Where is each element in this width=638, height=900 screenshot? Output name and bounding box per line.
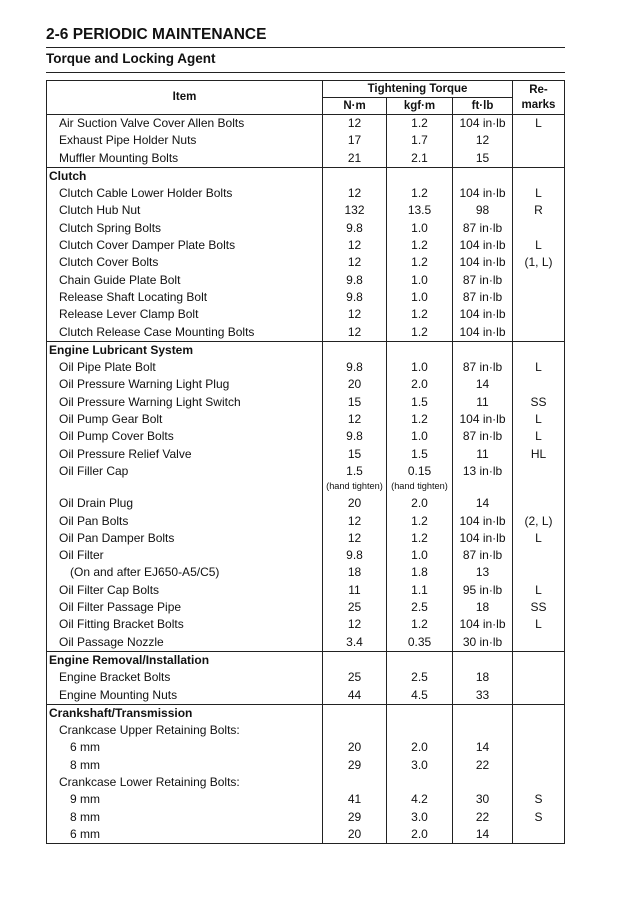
ftlb-cell bbox=[453, 480, 513, 495]
ftlb-cell: 13 in·lb bbox=[453, 463, 513, 480]
nm-cell: 29 bbox=[323, 757, 387, 774]
remarks-cell: L bbox=[513, 411, 565, 428]
table-row bbox=[47, 826, 565, 844]
nm-cell: 9.8 bbox=[323, 428, 387, 445]
empty-cell bbox=[323, 341, 387, 359]
empty-cell bbox=[387, 167, 453, 185]
item-cell: Oil Pan Damper Bolts bbox=[47, 530, 323, 547]
item-cell: Air Suction Valve Cover Allen Bolts bbox=[47, 115, 323, 133]
remarks-cell: L bbox=[513, 359, 565, 376]
remarks-cell: L bbox=[513, 582, 565, 599]
item-cell: Oil Filter bbox=[47, 547, 323, 564]
table-row bbox=[47, 237, 565, 254]
table-row bbox=[47, 202, 565, 219]
table-row bbox=[47, 185, 565, 202]
empty-cell bbox=[513, 341, 565, 359]
nm-cell: 1.5 bbox=[323, 463, 387, 480]
table-row bbox=[47, 411, 565, 428]
table-row bbox=[47, 774, 565, 791]
kgfm-cell: 1.7 bbox=[387, 132, 453, 149]
nm-cell: 20 bbox=[323, 495, 387, 512]
item-cell: 9 mm bbox=[47, 791, 323, 808]
remarks-cell bbox=[513, 220, 565, 237]
kgfm-cell: 1.0 bbox=[387, 428, 453, 445]
table-row bbox=[47, 757, 565, 774]
nm-cell: 41 bbox=[323, 791, 387, 808]
item-cell: Oil Passage Nozzle bbox=[47, 634, 323, 652]
table-row bbox=[47, 809, 565, 826]
nm-cell bbox=[323, 722, 387, 739]
nm-cell: 9.8 bbox=[323, 289, 387, 306]
item-cell: Clutch Cable Lower Holder Bolts bbox=[47, 185, 323, 202]
remarks-cell bbox=[513, 669, 565, 686]
remarks-cell: L bbox=[513, 428, 565, 445]
remarks-cell bbox=[513, 306, 565, 323]
ftlb-cell: 104 in·lb bbox=[453, 616, 513, 633]
kgfm-cell: 1.2 bbox=[387, 616, 453, 633]
remarks-cell: SS bbox=[513, 599, 565, 616]
ftlb-cell: 14 bbox=[453, 826, 513, 844]
header-remarks-line1: Re- bbox=[529, 83, 548, 96]
kgfm-cell: 2.1 bbox=[387, 150, 453, 168]
table-row bbox=[47, 324, 565, 342]
ftlb-cell: 11 bbox=[453, 394, 513, 411]
item-cell: Engine Bracket Bolts bbox=[47, 669, 323, 686]
kgfm-cell: 1.2 bbox=[387, 530, 453, 547]
item-cell: Crankcase Upper Retaining Bolts: bbox=[47, 722, 323, 739]
table-row bbox=[47, 150, 565, 168]
ftlb-cell: 104 in·lb bbox=[453, 324, 513, 342]
kgfm-cell: 0.35 bbox=[387, 634, 453, 652]
remarks-cell bbox=[513, 722, 565, 739]
nm-cell: 15 bbox=[323, 446, 387, 463]
nm-cell: 20 bbox=[323, 826, 387, 844]
nm-cell: 12 bbox=[323, 616, 387, 633]
remarks-cell bbox=[513, 495, 565, 512]
section-heading: Crankshaft/Transmission bbox=[47, 704, 323, 722]
remarks-cell: L bbox=[513, 616, 565, 633]
nm-cell: 12 bbox=[323, 530, 387, 547]
ftlb-cell: 22 bbox=[453, 757, 513, 774]
kgfm-cell: 1.8 bbox=[387, 564, 453, 581]
section-title: 2-6 PERIODIC MAINTENANCE bbox=[46, 26, 267, 43]
ftlb-cell: 15 bbox=[453, 150, 513, 168]
item-cell: Oil Filler Cap bbox=[47, 463, 323, 480]
kgfm-cell bbox=[387, 774, 453, 791]
empty-cell bbox=[387, 341, 453, 359]
remarks-cell: L bbox=[513, 115, 565, 133]
remarks-cell bbox=[513, 289, 565, 306]
table-row bbox=[47, 616, 565, 633]
kgfm-cell: 1.5 bbox=[387, 446, 453, 463]
empty-cell bbox=[513, 167, 565, 185]
nm-cell: 3.4 bbox=[323, 634, 387, 652]
kgfm-cell: 2.0 bbox=[387, 739, 453, 756]
item-cell bbox=[47, 480, 323, 495]
kgfm-cell: 0.15 bbox=[387, 463, 453, 480]
ftlb-cell: 104 in·lb bbox=[453, 115, 513, 133]
item-cell: Oil Pump Gear Bolt bbox=[47, 411, 323, 428]
remarks-cell bbox=[513, 376, 565, 393]
remarks-cell bbox=[513, 132, 565, 149]
header-ftlb: ft·lb bbox=[453, 98, 513, 115]
remarks-cell: L bbox=[513, 530, 565, 547]
nm-cell: 25 bbox=[323, 599, 387, 616]
table-row bbox=[47, 495, 565, 512]
nm-cell: 12 bbox=[323, 254, 387, 271]
nm-cell: 9.8 bbox=[323, 220, 387, 237]
nm-cell: 132 bbox=[323, 202, 387, 219]
remarks-cell bbox=[513, 324, 565, 342]
kgfm-cell: 1.0 bbox=[387, 359, 453, 376]
nm-cell: (hand tighten) bbox=[323, 480, 387, 495]
remarks-cell: (1, L) bbox=[513, 254, 565, 271]
ftlb-cell bbox=[453, 774, 513, 791]
section-heading: Engine Removal/Installation bbox=[47, 651, 323, 669]
ftlb-cell: 104 in·lb bbox=[453, 530, 513, 547]
nm-cell: 12 bbox=[323, 115, 387, 133]
header-kgfm: kgf·m bbox=[387, 98, 453, 115]
table-row bbox=[47, 634, 565, 652]
empty-cell bbox=[453, 704, 513, 722]
table-row bbox=[47, 376, 565, 393]
remarks-cell bbox=[513, 547, 565, 564]
remarks-cell bbox=[513, 826, 565, 844]
remarks-cell: L bbox=[513, 237, 565, 254]
ftlb-cell: 95 in·lb bbox=[453, 582, 513, 599]
nm-cell: 15 bbox=[323, 394, 387, 411]
table-row bbox=[47, 687, 565, 705]
kgfm-cell: 1.2 bbox=[387, 324, 453, 342]
header-nm: N·m bbox=[323, 98, 387, 115]
nm-cell: 44 bbox=[323, 687, 387, 705]
nm-cell: 17 bbox=[323, 132, 387, 149]
kgfm-cell: 2.0 bbox=[387, 376, 453, 393]
remarks-cell bbox=[513, 634, 565, 652]
nm-cell: 12 bbox=[323, 237, 387, 254]
table-row bbox=[47, 739, 565, 756]
header-item: Item bbox=[47, 81, 323, 115]
nm-cell: 12 bbox=[323, 306, 387, 323]
table-row bbox=[47, 132, 565, 149]
ftlb-cell: 104 in·lb bbox=[453, 254, 513, 271]
section-title-rule bbox=[46, 47, 565, 48]
nm-cell: 12 bbox=[323, 411, 387, 428]
ftlb-cell: 87 in·lb bbox=[453, 220, 513, 237]
section-row bbox=[47, 341, 565, 359]
nm-cell: 9.8 bbox=[323, 547, 387, 564]
item-cell: Engine Mounting Nuts bbox=[47, 687, 323, 705]
kgfm-cell: 1.2 bbox=[387, 115, 453, 133]
section-heading: Engine Lubricant System bbox=[47, 341, 323, 359]
table-row bbox=[47, 582, 565, 599]
note-row bbox=[47, 480, 565, 495]
section-row bbox=[47, 704, 565, 722]
table-row bbox=[47, 115, 565, 133]
ftlb-cell: 104 in·lb bbox=[453, 237, 513, 254]
ftlb-cell: 104 in·lb bbox=[453, 306, 513, 323]
subsection-title-rule bbox=[46, 72, 565, 73]
remarks-cell bbox=[513, 150, 565, 168]
kgfm-cell: 13.5 bbox=[387, 202, 453, 219]
kgfm-cell: 1.0 bbox=[387, 547, 453, 564]
torque-table-body bbox=[47, 115, 565, 844]
empty-cell bbox=[323, 651, 387, 669]
item-cell: Muffler Mounting Bolts bbox=[47, 150, 323, 168]
empty-cell bbox=[323, 167, 387, 185]
kgfm-cell: 4.2 bbox=[387, 791, 453, 808]
section-row bbox=[47, 167, 565, 185]
empty-cell bbox=[453, 651, 513, 669]
item-cell: Clutch Hub Nut bbox=[47, 202, 323, 219]
kgfm-cell: 1.2 bbox=[387, 411, 453, 428]
table-row bbox=[47, 530, 565, 547]
item-cell: Exhaust Pipe Holder Nuts bbox=[47, 132, 323, 149]
nm-cell: 9.8 bbox=[323, 272, 387, 289]
kgfm-cell: 1.0 bbox=[387, 272, 453, 289]
ftlb-cell: 22 bbox=[453, 809, 513, 826]
section-row bbox=[47, 651, 565, 669]
table-row bbox=[47, 289, 565, 306]
item-cell: Crankcase Lower Retaining Bolts: bbox=[47, 774, 323, 791]
table-row bbox=[47, 394, 565, 411]
kgfm-cell bbox=[387, 722, 453, 739]
table-row bbox=[47, 564, 565, 581]
table-row bbox=[47, 359, 565, 376]
ftlb-cell: 14 bbox=[453, 495, 513, 512]
item-cell: Release Lever Clamp Bolt bbox=[47, 306, 323, 323]
item-cell: Oil Pump Cover Bolts bbox=[47, 428, 323, 445]
remarks-cell bbox=[513, 272, 565, 289]
kgfm-cell: 2.0 bbox=[387, 826, 453, 844]
item-cell: Clutch Spring Bolts bbox=[47, 220, 323, 237]
ftlb-cell: 18 bbox=[453, 599, 513, 616]
empty-cell bbox=[513, 651, 565, 669]
remarks-cell bbox=[513, 739, 565, 756]
section-heading: Clutch bbox=[47, 167, 323, 185]
item-cell: Oil Pressure Relief Valve bbox=[47, 446, 323, 463]
kgfm-cell: 4.5 bbox=[387, 687, 453, 705]
header-remarks bbox=[513, 81, 565, 115]
nm-cell: 11 bbox=[323, 582, 387, 599]
table-row bbox=[47, 669, 565, 686]
nm-cell: 25 bbox=[323, 669, 387, 686]
table-row bbox=[47, 272, 565, 289]
item-cell: 8 mm bbox=[47, 809, 323, 826]
remarks-cell bbox=[513, 564, 565, 581]
kgfm-cell: 1.2 bbox=[387, 185, 453, 202]
item-cell: Clutch Cover Bolts bbox=[47, 254, 323, 271]
item-cell: Release Shaft Locating Bolt bbox=[47, 289, 323, 306]
remarks-cell bbox=[513, 757, 565, 774]
remarks-cell: SS bbox=[513, 394, 565, 411]
kgfm-cell: 1.2 bbox=[387, 237, 453, 254]
remarks-cell: R bbox=[513, 202, 565, 219]
ftlb-cell bbox=[453, 722, 513, 739]
remarks-cell: S bbox=[513, 791, 565, 808]
table-row bbox=[47, 513, 565, 530]
item-cell: Oil Pressure Warning Light Switch bbox=[47, 394, 323, 411]
remarks-cell bbox=[513, 463, 565, 480]
ftlb-cell: 87 in·lb bbox=[453, 547, 513, 564]
kgfm-cell: 1.0 bbox=[387, 289, 453, 306]
table-row bbox=[47, 547, 565, 564]
item-cell: Oil Filter Passage Pipe bbox=[47, 599, 323, 616]
table-row bbox=[47, 220, 565, 237]
ftlb-cell: 104 in·lb bbox=[453, 513, 513, 530]
kgfm-cell: 1.2 bbox=[387, 513, 453, 530]
ftlb-cell: 87 in·lb bbox=[453, 272, 513, 289]
item-cell: (On and after EJ650-A5/C5) bbox=[47, 564, 323, 581]
kgfm-cell: 1.1 bbox=[387, 582, 453, 599]
item-cell: 8 mm bbox=[47, 757, 323, 774]
item-cell: 6 mm bbox=[47, 826, 323, 844]
remarks-cell bbox=[513, 687, 565, 705]
kgfm-cell: 2.5 bbox=[387, 669, 453, 686]
ftlb-cell: 14 bbox=[453, 376, 513, 393]
remarks-cell: HL bbox=[513, 446, 565, 463]
ftlb-cell: 11 bbox=[453, 446, 513, 463]
ftlb-cell: 87 in·lb bbox=[453, 289, 513, 306]
empty-cell bbox=[387, 704, 453, 722]
header-tightening-torque: Tightening Torque bbox=[323, 81, 513, 98]
nm-cell: 9.8 bbox=[323, 359, 387, 376]
ftlb-cell: 12 bbox=[453, 132, 513, 149]
kgfm-cell: 1.0 bbox=[387, 220, 453, 237]
empty-cell bbox=[387, 651, 453, 669]
item-cell: Oil Pressure Warning Light Plug bbox=[47, 376, 323, 393]
ftlb-cell: 30 bbox=[453, 791, 513, 808]
table-row bbox=[47, 599, 565, 616]
empty-cell bbox=[453, 341, 513, 359]
kgfm-cell: (hand tighten) bbox=[387, 480, 453, 495]
item-cell: Oil Pipe Plate Bolt bbox=[47, 359, 323, 376]
table-row bbox=[47, 428, 565, 445]
ftlb-cell: 104 in·lb bbox=[453, 185, 513, 202]
header-remarks-line2: marks bbox=[521, 98, 556, 111]
empty-cell bbox=[323, 704, 387, 722]
kgfm-cell: 1.2 bbox=[387, 254, 453, 271]
empty-cell bbox=[513, 704, 565, 722]
ftlb-cell: 13 bbox=[453, 564, 513, 581]
remarks-cell: S bbox=[513, 809, 565, 826]
ftlb-cell: 87 in·lb bbox=[453, 359, 513, 376]
remarks-cell: L bbox=[513, 185, 565, 202]
kgfm-cell: 1.2 bbox=[387, 306, 453, 323]
nm-cell: 12 bbox=[323, 185, 387, 202]
item-cell: Oil Pan Bolts bbox=[47, 513, 323, 530]
table-row bbox=[47, 463, 565, 480]
ftlb-cell: 30 in·lb bbox=[453, 634, 513, 652]
kgfm-cell: 2.5 bbox=[387, 599, 453, 616]
nm-cell: 18 bbox=[323, 564, 387, 581]
table-row bbox=[47, 254, 565, 271]
ftlb-cell: 14 bbox=[453, 739, 513, 756]
table-row bbox=[47, 791, 565, 808]
empty-cell bbox=[453, 167, 513, 185]
kgfm-cell: 3.0 bbox=[387, 757, 453, 774]
table-row bbox=[47, 306, 565, 323]
item-cell: 6 mm bbox=[47, 739, 323, 756]
remarks-cell bbox=[513, 480, 565, 495]
nm-cell: 12 bbox=[323, 324, 387, 342]
subsection-title: Torque and Locking Agent bbox=[46, 51, 216, 66]
nm-cell: 12 bbox=[323, 513, 387, 530]
kgfm-cell: 1.5 bbox=[387, 394, 453, 411]
nm-cell: 20 bbox=[323, 376, 387, 393]
item-cell: Oil Filter Cap Bolts bbox=[47, 582, 323, 599]
ftlb-cell: 104 in·lb bbox=[453, 411, 513, 428]
nm-cell: 29 bbox=[323, 809, 387, 826]
item-cell: Oil Drain Plug bbox=[47, 495, 323, 512]
ftlb-cell: 98 bbox=[453, 202, 513, 219]
table-row bbox=[47, 722, 565, 739]
nm-cell: 21 bbox=[323, 150, 387, 168]
item-cell: Clutch Cover Damper Plate Bolts bbox=[47, 237, 323, 254]
table-row bbox=[47, 446, 565, 463]
item-cell: Chain Guide Plate Bolt bbox=[47, 272, 323, 289]
ftlb-cell: 33 bbox=[453, 687, 513, 705]
item-cell: Clutch Release Case Mounting Bolts bbox=[47, 324, 323, 342]
nm-cell: 20 bbox=[323, 739, 387, 756]
item-cell: Oil Fitting Bracket Bolts bbox=[47, 616, 323, 633]
ftlb-cell: 18 bbox=[453, 669, 513, 686]
nm-cell bbox=[323, 774, 387, 791]
torque-table bbox=[46, 80, 565, 844]
remarks-cell bbox=[513, 774, 565, 791]
kgfm-cell: 3.0 bbox=[387, 809, 453, 826]
remarks-cell: (2, L) bbox=[513, 513, 565, 530]
kgfm-cell: 2.0 bbox=[387, 495, 453, 512]
ftlb-cell: 87 in·lb bbox=[453, 428, 513, 445]
